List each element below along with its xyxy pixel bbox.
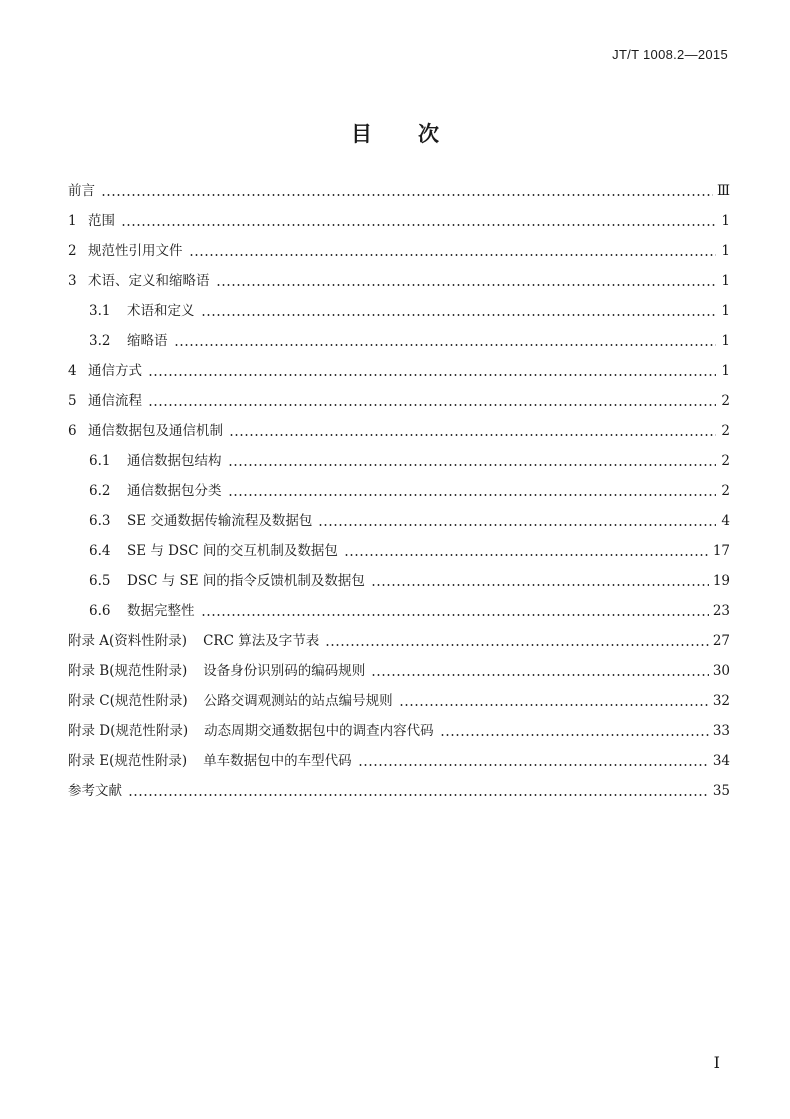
- toc-entry[interactable]: [89, 572, 730, 590]
- toc-entry-title: 通信方式: [88, 363, 142, 379]
- toc-entry-number: 6.6: [89, 603, 111, 619]
- toc-entry-number: 6.1: [89, 453, 111, 469]
- toc-entry-number: 附录 B(规范性附录): [68, 663, 188, 679]
- toc-entry-title: 数据完整性: [127, 603, 195, 619]
- toc-entry-number: 3: [68, 273, 77, 289]
- toc-entry-title: SE 与 DSC 间的交互机制及数据包: [127, 543, 338, 559]
- dot-leader: [201, 314, 717, 316]
- toc-entry[interactable]: [89, 602, 730, 620]
- toc-entry-title: 范围: [88, 213, 115, 229]
- toc-entry-number: 5: [68, 393, 77, 409]
- toc-entry[interactable]: [89, 452, 730, 470]
- toc-entry-number: 1: [68, 213, 77, 229]
- toc-entry[interactable]: [68, 422, 730, 440]
- toc-entry-title: 通信数据包结构: [127, 453, 222, 469]
- toc-entry-page: 33: [712, 723, 730, 739]
- toc-entry[interactable]: [89, 482, 730, 500]
- toc-entry-title: 术语、定义和缩略语: [88, 273, 210, 289]
- toc-entry-number: 4: [68, 363, 77, 379]
- dot-leader: [101, 194, 713, 196]
- toc-entry-page: 2: [721, 393, 730, 409]
- toc-entry-title: 动态周期交通数据包中的调查内容代码: [204, 723, 434, 739]
- toc-entry-title: DSC 与 SE 间的指令反馈机制及数据包: [127, 573, 365, 589]
- toc-entry-number: 6.2: [89, 483, 111, 499]
- toc-entry[interactable]: [89, 512, 730, 530]
- dot-leader: [228, 494, 717, 496]
- toc-entry-title: 通信数据包分类: [127, 483, 222, 499]
- dot-leader: [344, 554, 709, 556]
- dot-leader: [228, 464, 717, 466]
- toc-entry-page: 1: [721, 273, 730, 289]
- toc-entry-number: 附录 A(资料性附录): [68, 633, 188, 649]
- toc-entry-page: 23: [712, 603, 730, 619]
- toc-entry-title: 术语和定义: [127, 303, 195, 319]
- toc-entry-number: 附录 E(规范性附录): [68, 753, 188, 769]
- dot-leader: [216, 284, 717, 286]
- toc-entry-number: 3.1: [89, 303, 111, 319]
- toc-entry-number: 2: [68, 243, 77, 259]
- toc-entry[interactable]: [68, 692, 730, 710]
- toc-entry-page: 1: [721, 213, 730, 229]
- dot-leader: [189, 254, 717, 256]
- toc-entry[interactable]: [89, 332, 730, 350]
- toc-entry[interactable]: [68, 392, 730, 410]
- dot-leader: [148, 404, 716, 406]
- toc-entry-page: 34: [712, 753, 730, 769]
- toc-entry-page: 32: [712, 693, 730, 709]
- dot-leader: [371, 584, 709, 586]
- dot-leader: [229, 434, 716, 436]
- page-number: I: [713, 1053, 720, 1072]
- page-title: 目次: [351, 122, 485, 146]
- toc-entry-title: 通信数据包及通信机制: [88, 423, 223, 439]
- toc-entry[interactable]: [68, 782, 730, 800]
- toc-entry[interactable]: [68, 242, 730, 260]
- toc-entry[interactable]: [68, 272, 730, 290]
- toc-entry-title: 参考文献: [68, 783, 122, 799]
- dot-leader: [121, 224, 716, 226]
- toc-entry-title: 设备身份识别码的编码规则: [203, 663, 366, 679]
- dot-leader: [128, 794, 709, 796]
- toc-entry-number: 附录 D(规范性附录): [68, 723, 189, 739]
- toc-entry-number: 3.2: [89, 333, 111, 349]
- dot-leader: [371, 674, 709, 676]
- toc-entry-number: 6.3: [89, 513, 111, 529]
- toc-entry-title: 前言: [68, 183, 95, 199]
- toc-entry[interactable]: [68, 212, 730, 230]
- dot-leader: [325, 644, 709, 646]
- toc-entry-page: 2: [721, 453, 730, 469]
- toc-entry[interactable]: [68, 662, 730, 680]
- toc-entry[interactable]: [68, 722, 730, 740]
- toc-entry[interactable]: [68, 752, 730, 770]
- toc-entry-number: 6.4: [89, 543, 111, 559]
- toc-entry[interactable]: [89, 542, 730, 560]
- toc-entry-page: 2: [721, 423, 730, 439]
- toc-entry-page: 27: [712, 633, 730, 649]
- toc-entry-page: 1: [721, 363, 730, 379]
- toc-entry-title: 规范性引用文件: [88, 243, 183, 259]
- toc-entry-title: CRC 算法及字节表: [203, 633, 320, 649]
- toc-entry-page: 1: [721, 243, 730, 259]
- standard-code: JT/T 1008.2—2015: [612, 47, 728, 62]
- toc-entry[interactable]: [68, 182, 730, 200]
- toc-entry-page: 4: [721, 513, 730, 529]
- toc-entry-page: 35: [712, 783, 730, 799]
- toc-entry[interactable]: [68, 632, 730, 650]
- toc-entry-page: 19: [712, 573, 730, 589]
- dot-leader: [148, 374, 716, 376]
- toc-entry-page: 2: [721, 483, 730, 499]
- dot-leader: [358, 764, 709, 766]
- toc-entry-number: 附录 C(规范性附录): [68, 693, 188, 709]
- toc-entry[interactable]: [89, 302, 730, 320]
- toc-entry-page: 1: [721, 303, 730, 319]
- dot-leader: [440, 734, 709, 736]
- toc-entry-title: 单车数据包中的车型代码: [203, 753, 352, 769]
- toc-entry-number: 6: [68, 423, 77, 439]
- toc-entry-page: 1: [721, 333, 730, 349]
- toc-entry-page: 30: [712, 663, 730, 679]
- dot-leader: [174, 344, 717, 346]
- dot-leader: [399, 704, 709, 706]
- toc-entry-page: Ⅲ: [716, 183, 730, 199]
- toc-entry[interactable]: [68, 362, 730, 380]
- toc-entry-number: 6.5: [89, 573, 111, 589]
- dot-leader: [201, 614, 709, 616]
- toc-entry-title: 缩略语: [127, 333, 168, 349]
- dot-leader: [318, 524, 716, 526]
- toc-entry-title: 通信流程: [88, 393, 142, 409]
- toc-entry-title: 公路交调观测站的站点编号规则: [203, 693, 393, 709]
- toc-entry-page: 17: [712, 543, 730, 559]
- toc-entry-title: SE 交通数据传输流程及数据包: [127, 513, 313, 529]
